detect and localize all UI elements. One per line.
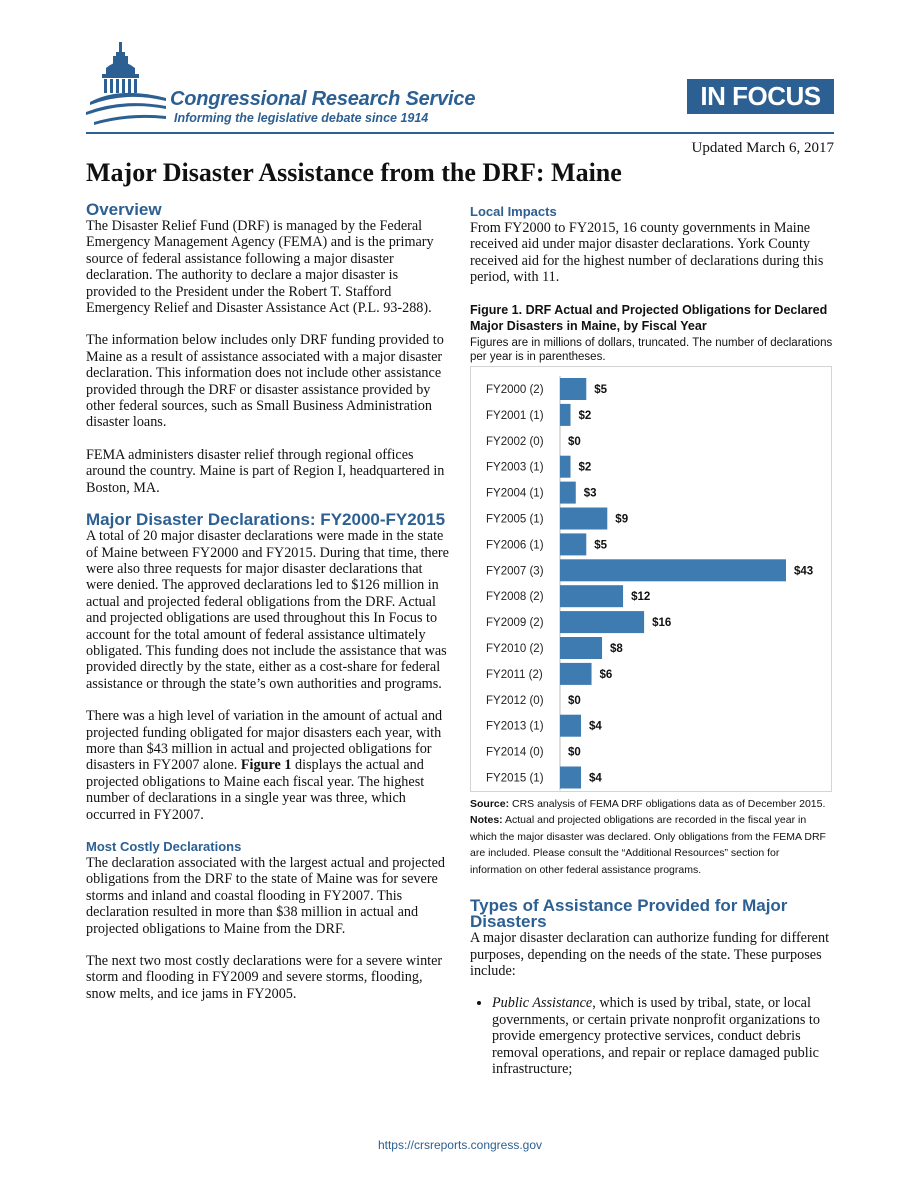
- figure-1-reference[interactable]: Figure 1: [240, 757, 292, 774]
- category-label: FY2011 (2): [486, 668, 543, 681]
- local-impacts-heading: Local Impacts: [470, 204, 557, 219]
- bar: [560, 637, 602, 659]
- value-label: $0: [568, 694, 581, 707]
- declarations-paragraph-1: A total of 20 major disaster declarations were made in the state of Maine between FY2000 and FY2015. During that time, there were also three requests for major disaster declarations that were denied. The approved declarations led to $126 million in actual and projected federal obligations from the DRF. Actual and projected obligations are used throughout this In Focus to account for the total amount of federal assistance ultimately obligated. This funding does not include the assistance that was provided directly by the state, either as a cost-share for federal assistance or through the state’s own authorities and programs.: [86, 528, 449, 692]
- declarations-heading: Major Disaster Declarations: FY2000-FY2015: [86, 510, 446, 530]
- costly-paragraph-2: The next two most costly declarations were for a severe winter storm and flooding in FY2009 and severe storms, flooding, snow melts, and ice jams in FY2005.: [86, 953, 443, 1002]
- category-label: FY2009 (2): [486, 616, 544, 629]
- category-label: FY2005 (1): [486, 513, 544, 526]
- bar: [560, 378, 586, 400]
- category-label: FY2000 (2): [486, 383, 544, 396]
- category-label: FY2010 (2): [486, 642, 544, 655]
- assistance-types-heading: Types of Assistance Provided for Major Disasters: [470, 896, 788, 932]
- value-label: $2: [578, 409, 592, 422]
- value-label: $9: [615, 513, 629, 526]
- assistance-types-list: [470, 995, 834, 1077]
- source-label: Source:: [470, 797, 510, 810]
- overview-paragraph-1: The Disaster Relief Fund (DRF) is managed by the Federal Emergency Management Agency (FEMA) and is the primary source of federal assistance following a major disaster declaration. The authority to declare a major disaster is provided to the President under the Robert T. Stafford Emergency Relief and Disaster Assistance Act (P.L. 93-288).: [86, 218, 434, 317]
- value-label: $0: [568, 435, 581, 448]
- bar: [560, 663, 592, 685]
- value-label: $0: [568, 746, 581, 759]
- bar: [560, 507, 607, 529]
- header-rule: [86, 132, 834, 134]
- costly-heading: Most Costly Declarations: [86, 839, 242, 854]
- bar: [560, 714, 581, 736]
- updated-date: Updated March 6, 2017: [691, 140, 834, 156]
- value-label: $5: [594, 539, 608, 552]
- declarations-p2-part-b: displays the actual and projected obligations to Maine each fiscal year. The highest number of declarations in a single year was three, which occurred in FY2007.: [86, 757, 425, 823]
- category-label: FY2008 (2): [486, 590, 544, 603]
- bar: [560, 559, 786, 581]
- category-label: FY2003 (1): [486, 461, 544, 474]
- value-label: $5: [594, 383, 608, 396]
- org-tagline: Informing the legislative debate since 1914: [174, 111, 429, 125]
- public-assistance-term: Public Assistance: [492, 995, 593, 1012]
- declarations-paragraph-2: [86, 708, 450, 823]
- figure-source: [470, 796, 834, 813]
- value-label: $3: [583, 487, 597, 500]
- capitol-dome-logo: [86, 40, 166, 130]
- public-assistance-text: , which is used by tribal, state, or local governments, or certain private nonprofit organizations to provide emergency protective services, conduct debris removal operations, and repair or replace damaged public infrastructure;: [492, 995, 820, 1077]
- value-label: $2: [578, 461, 592, 474]
- category-label: FY2014 (0): [486, 746, 544, 759]
- declarations-p2-part-a: There was a high level of variation in the amount of actual and projected funding obligated for major disasters each year, with more than $43 million in actual and projected obligations for disasters in FY2007 alone.: [86, 708, 443, 774]
- left-column: [86, 200, 450, 1018]
- bar: [560, 481, 576, 503]
- bar: [560, 611, 644, 633]
- category-label: FY2013 (1): [486, 720, 544, 733]
- overview-paragraph-2: The information below includes only DRF funding provided to Maine as a result of assistance associated with a major disaster declaration. This information does not include other assistance provided through the DRF or disaster assistance provided by other federal sources, such as Small Business Administration disaster loans.: [86, 332, 444, 431]
- category-label: FY2001 (1): [486, 409, 544, 422]
- footer-url[interactable]: https://crsreports.congress.gov: [377, 1138, 543, 1152]
- list-item: [492, 995, 834, 1077]
- category-label: FY2015 (1): [486, 772, 544, 785]
- org-name: Congressional Research Service: [170, 88, 476, 110]
- page-title: Major Disaster Assistance from the DRF: Maine: [86, 158, 622, 187]
- source-text: CRS analysis of FEMA DRF obligations data as of December 2015.: [509, 797, 826, 810]
- right-column: [470, 200, 834, 1077]
- notes-text: Actual and projected obligations are recorded in the fiscal year in which the major disaster was declared. Only obligations from the FEMA DRF are included. Please consult the “Additional Resources” section for information on other federal assistance programs.: [470, 814, 826, 876]
- bar: [560, 455, 571, 477]
- figure-subcaption: Figures are in millions of dollars, truncated. The number of declarations per year is in parentheses.: [470, 336, 833, 363]
- figure-notes: [470, 812, 834, 878]
- value-label: $12: [631, 590, 651, 603]
- local-impacts-paragraph: From FY2000 to FY2015, 16 county governments in Maine received aid under major disaster declarations. York County received aid for the highest number of declarations during this period, with 11.: [470, 220, 824, 286]
- bar: [560, 766, 581, 788]
- category-label: FY2004 (1): [486, 487, 544, 500]
- bar: [560, 585, 623, 607]
- category-label: FY2002 (0): [486, 435, 544, 448]
- value-label: $43: [794, 564, 814, 577]
- costly-paragraph-1: The declaration associated with the largest actual and projected obligations from the DRF to the state of Maine was for severe storms and inland and coastal flooding in FY2007. This declaration resulted in more than $38 million in actual and projected obligations to Maine from the DRF.: [86, 855, 446, 937]
- bar: [560, 404, 571, 426]
- value-label: $4: [589, 772, 602, 785]
- category-label: FY2007 (3): [486, 564, 544, 577]
- bar: [560, 533, 586, 555]
- figure-caption: Figure 1. DRF Actual and Projected Obligations for Declared Major Disasters in Maine, by Fiscal Year: [470, 302, 828, 333]
- value-label: $8: [610, 642, 623, 655]
- notes-label: Notes:: [470, 814, 503, 827]
- overview-heading: Overview: [86, 200, 162, 219]
- value-label: $16: [652, 616, 672, 629]
- value-label: $4: [589, 720, 602, 733]
- overview-paragraph-3: FEMA administers disaster relief through regional offices around the country. Maine is part of Region I, headquartered in Boston, MA.: [86, 446, 445, 496]
- obligations-bar-chart: [470, 366, 832, 792]
- in-focus-badge: IN FOCUS: [687, 79, 834, 114]
- category-label: FY2012 (0): [486, 694, 544, 707]
- category-label: FY2006 (1): [486, 539, 544, 552]
- value-label: $6: [599, 668, 613, 681]
- assistance-types-paragraph: A major disaster declaration can authorize funding for different purposes, depending on the needs of the state. These purposes include:: [470, 930, 830, 979]
